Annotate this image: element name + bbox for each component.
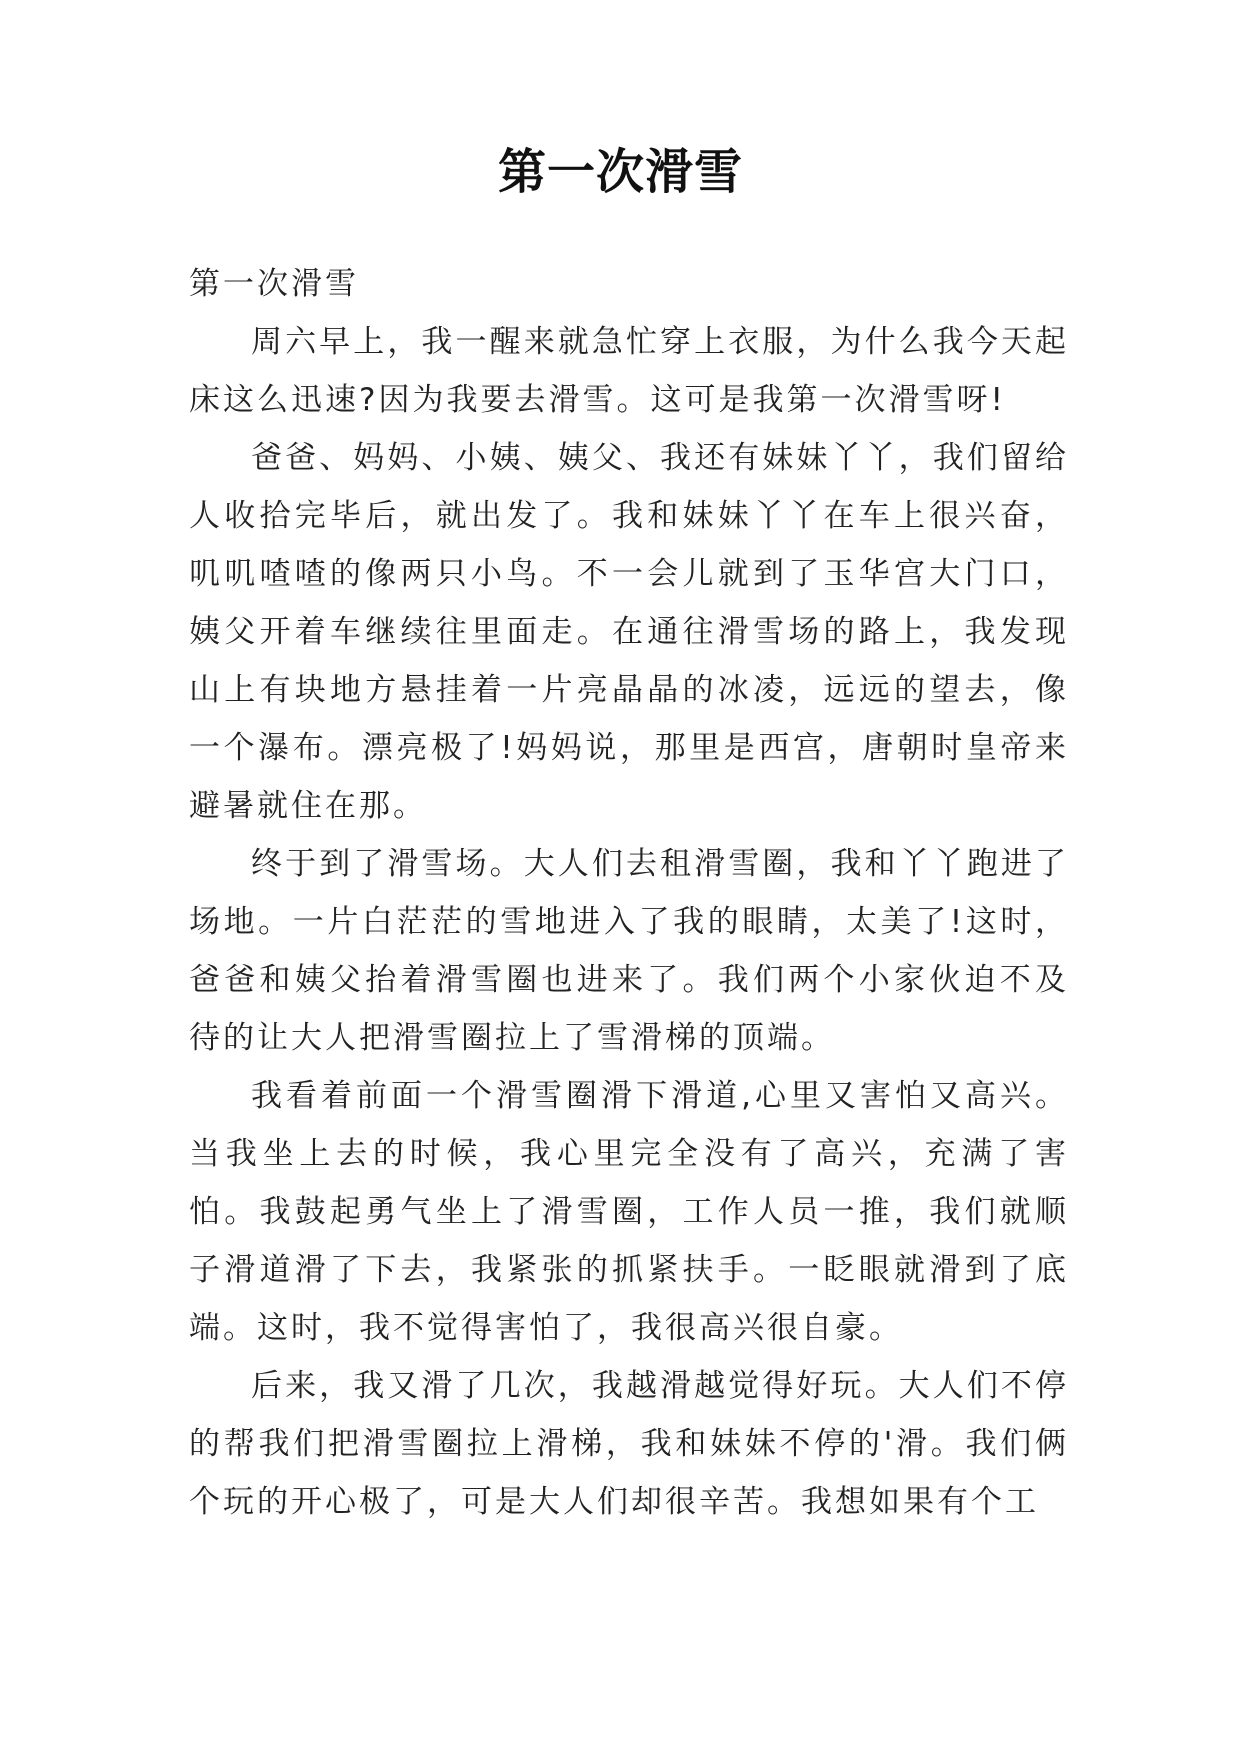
paragraph: 终于到了滑雪场。大人们去租滑雪圈，我和丫丫跑进了场地。一片白茫茫的雪地进入了我的眼睛，太美了!这时，爸爸和姨父抬着滑雪圈也进来了。我们两个小家伙迫不及待的让大人把滑雪圈拉上了雪滑梯的顶端。: [189, 846, 1069, 1056]
document-body: [189, 255, 1069, 1531]
paragraph: 后来，我又滑了几次，我越滑越觉得好玩。大人们不停的帮我们把滑雪圈拉上滑梯，我和妹妹不停的'滑。我们俩个玩的开心极了，可是大人们却很辛苦。我想如果有个工: [189, 1368, 1069, 1520]
paragraph: 周六早上，我一醒来就急忙穿上衣服，为什么我今天起床这么迅速?因为我要去滑雪。这可是我第一次滑雪呀!: [189, 324, 1069, 418]
paragraph: 我看着前面一个滑雪圈滑下滑道,心里又害怕又高兴。当我坐上去的时候，我心里完全没有了高兴，充满了害怕。我鼓起勇气坐上了滑雪圈，工作人员一推，我们就顺子滑道滑了下去，我紧张的抓紧扶手。一眨眼就滑到了底端。这时，我不觉得害怕了，我很高兴很自豪。: [189, 1078, 1069, 1346]
paragraph: 爸爸、妈妈、小姨、姨父、我还有妹妹丫丫，我们留给人收拾完毕后，就出发了。我和妹妹丫丫在车上很兴奋，叽叽喳喳的像两只小鸟。不一会儿就到了玉华宫大门口，姨父开着车继续往里面走。在通往滑雪场的路上，我发现山上有块地方悬挂着一片亮晶晶的冰凌，远远的望去，像一个瀑布。漂亮极了!妈妈说，那里是西宫，唐朝时皇帝来避暑就住在那。: [189, 440, 1069, 824]
document-subtitle: 第一次滑雪: [189, 266, 359, 302]
document-title: 第一次滑雪: [497, 144, 743, 200]
